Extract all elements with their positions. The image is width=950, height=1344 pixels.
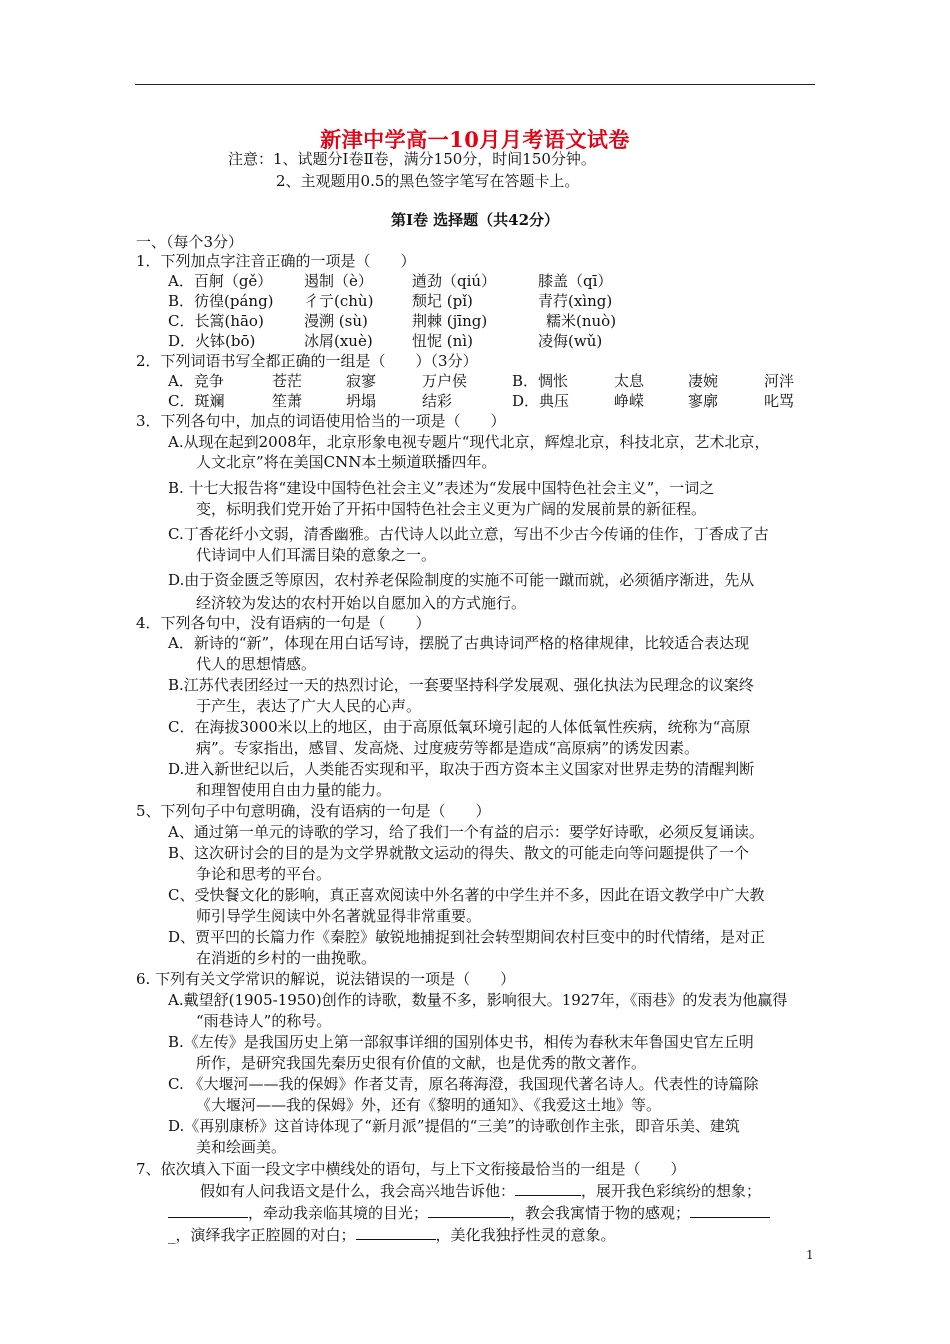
q5-option-d-line-2: 在消逝的乡村的一曲挽歌。 (196, 949, 377, 967)
q4-option-b-line-1: B.江苏代表团经过一天的热烈讨论，一套要坚持科学发展观、强化执法为民理念的议案终 (168, 676, 754, 694)
q6-option-d-line-1: D.《再别康桥》这首诗体现了“新月派”提倡的“三美”的诗歌创作主张，即音乐美、建筑 (168, 1117, 740, 1135)
q2-r2-5: D．典压 (512, 392, 570, 410)
q3-stem: 3．下列各句中，加点的词语使用恰当的一项是（ ） (136, 412, 506, 430)
page-number: 1 (806, 1248, 814, 1262)
q2-r1-6: 太息 (614, 372, 645, 390)
q2-r2-7: 寥廓 (688, 392, 719, 410)
q1-c-3: 荆棘 (jīng) (412, 312, 488, 330)
q7-text-3a: _，演绎我字正腔圆的对白； (168, 1226, 356, 1244)
q5-stem: 5、下列句子中句意明确，没有语病的一句是（ ） (136, 802, 491, 820)
q1-b-4: 青荇(xìng) (538, 292, 613, 310)
q2-r1-2: 苍茫 (272, 372, 303, 390)
q4-option-d-line-1: D.进入新世纪以后，人类能否实现和平，取决于西方资本主义国家对世界走势的清醒判断 (168, 760, 755, 778)
q6-option-c-line-1: C. 《大堰河——我的保姆》作者艾青，原名蒋海澄，我国现代著名诗人。代表性的诗篇除 (168, 1075, 759, 1093)
q1-d-3: 忸怩 (nì) (412, 332, 473, 350)
q4-option-c-line-2: 病”。专家指出，感冒、发高烧、过度疲劳等都是造成“高原病”的诱发因素。 (196, 739, 700, 757)
q2-r2-8: 叱骂 (764, 392, 795, 410)
q7-passage-line-3 (168, 1224, 616, 1245)
header-rule (135, 84, 815, 85)
q7-text-2a: ，牵动我亲临其境的目光； (248, 1204, 429, 1222)
q5-option-c-line-2: 师引导学生阅读中外名著就显得非常重要。 (196, 907, 482, 925)
q4-stem: 4．下列各句中，没有语病的一句是（ ） (136, 614, 431, 632)
q2-r1-3: 寂寥 (346, 372, 377, 390)
note-line-1: 注意：1、试题分Ⅰ卷Ⅱ卷，满分150分，时间150分钟。 (228, 150, 596, 168)
q2-r2-3: 坍塌 (346, 392, 377, 410)
q7-text-1b: ，展开我色彩缤纷的想象； (581, 1182, 762, 1200)
q3-option-c-line-1: C.丁香花纤小文弱，清香幽雅。古代诗人以此立意，写出不少古今传诵的佳作，丁香成了古 (168, 525, 769, 543)
q3-option-b-line-1: B. 十七大报告将“建设中国特色社会主义”表述为“发展中国特色社会主义”，一词之 (168, 479, 715, 497)
q7-blank-1 (515, 1180, 581, 1196)
q7-blank-3 (428, 1202, 510, 1218)
q1-c-2: 漫溯 (sù) (304, 312, 368, 330)
q2-r2-1: C．斑斓 (168, 392, 225, 410)
q2-r1-7: 凄婉 (688, 372, 719, 390)
q3-option-b-line-2: 变，标明我们党开始了开拓中国特色社会主义更为广阔的发展前景的新征程。 (196, 500, 707, 518)
q6-option-c-line-2: 《大堰河——我的保姆》外，还有《黎明的通知》、《我爱这土地》等。 (196, 1096, 662, 1114)
q7-text-2b: ，教会我寓情于物的感观； (510, 1204, 691, 1222)
q1-b-1: B．彷徨(páng) (168, 292, 274, 310)
q7-blank-5 (356, 1224, 436, 1240)
q2-r1-4: 万户侯 (422, 372, 468, 390)
q1-b-3: 颓圮 (pǐ) (412, 292, 473, 310)
q7-blank-2 (168, 1202, 248, 1218)
q6-option-a-line-1: A.戴望舒(1905-1950)创作的诗歌，数量不多，影响很大。1927年，《雨巷》的发表为他赢得 (168, 991, 788, 1009)
q1-a-2: 遏制（è） (304, 272, 373, 290)
q2-stem: 2．下列词语书写全都正确的一组是（ ）（3分） (136, 352, 478, 370)
q6-stem: 6. 下列有关文学常识的解说，说法错误的一项是（ ） (136, 970, 516, 988)
q1-c-1: C．长篙(hāo) (168, 312, 264, 330)
q4-option-a-line-1: A．新诗的“新”，体现在用白话写诗，摆脱了古典诗词严格的格律规律，比较适合表达现 (168, 634, 750, 652)
q1-d-4: 凌侮(wǔ) (538, 332, 603, 350)
q4-option-c-line-1: C．在海拔3000米以上的地区，由于高原低氧环境引起的人体低氧性疾病，统称为“高原 (168, 718, 751, 736)
q6-option-b-line-1: B.《左传》是我国历史上第一部叙事详细的国别体史书，相传为春秋末年鲁国史官左丘明 (168, 1033, 754, 1051)
q5-option-d-line-1: D、贾平凹的长篇力作《秦腔》敏锐地捕捉到社会转型期间农村巨变中的时代情绪，是对正 (168, 928, 766, 946)
part-label: 一、（每个3分） (136, 233, 244, 251)
q2-r1-1: A．竞争 (168, 372, 224, 390)
page-title: 新津中学高一10月月考语文试卷 (320, 127, 630, 152)
q5-option-c-line-1: C、受快餐文化的影响，真正喜欢阅读中外名著的中学生并不多，因此在语文教学中广大教 (168, 886, 765, 904)
q3-option-d-line-1: D.由于资金匮乏等原因，农村养老保险制度的实施不可能一蹴而就，必须循序渐进，先从 (168, 571, 755, 589)
q1-b-2: 彳亍(chù) (304, 292, 374, 310)
q6-option-b-line-2: 所作，是研究我国先秦历史很有价值的文献，也是优秀的散文著作。 (196, 1054, 647, 1072)
q3-option-a-line-1: A.从现在起到2008年，北京形象电视专题片“现代北京，辉煌北京，科技北京，艺术北京， (168, 433, 770, 451)
q4-option-a-line-2: 代人的思想情感。 (196, 655, 317, 673)
q6-option-d-line-2: 美和绘画美。 (196, 1138, 287, 1156)
q1-a-4: 膝盖（qī） (538, 272, 613, 290)
q1-d-2: 冰屑(xuè) (304, 332, 373, 350)
q2-r1-8: 河泮 (764, 372, 795, 390)
q5-option-b-line-1: B、这次研讨会的目的是为文学界就散文运动的得失、散文的可能走向等问题提供了一个 (168, 844, 750, 862)
q1-stem: 1．下列加点字注音正确的一项是（ ） (136, 252, 416, 270)
q3-option-d-line-2: 经济较为发达的农村开始以自愿加入的方式施行。 (196, 594, 527, 612)
q1-a-1: A．百舸（gě） (168, 272, 273, 290)
q3-option-a-line-2: 人文北京”将在美国CNN本土频道联播四年。 (196, 453, 497, 471)
q5-option-b-line-2: 争论和思考的平台。 (196, 865, 332, 883)
q4-option-d-line-2: 和理智使用自由力量的能力。 (196, 781, 392, 799)
q7-blank-4 (690, 1202, 770, 1218)
q2-r2-4: 结彩 (422, 392, 453, 410)
q4-option-b-line-2: 于产生，表达了广大人民的心声。 (196, 697, 422, 715)
q7-passage-line-2 (168, 1202, 770, 1223)
q2-r1-5: B．惆怅 (512, 372, 569, 390)
q7-passage-line-1 (200, 1180, 761, 1201)
note-line-2: 2、主观题用0.5的黑色签字笔写在答题卡上。 (276, 172, 580, 190)
q1-d-1: D．火钵(bō) (168, 332, 256, 350)
q7-text-3b: ，美化我独抒性灵的意象。 (435, 1226, 616, 1244)
section-title: 第Ⅰ卷 选择题（共42分） (390, 211, 560, 229)
q1-c-4: 糯米(nuò) (546, 312, 617, 330)
q2-r2-2: 笙萧 (272, 392, 303, 410)
q3-option-c-line-2: 代诗词中人们耳濡目染的意象之一。 (196, 546, 437, 564)
q1-a-3: 遒劲（qiú） (412, 272, 497, 290)
q2-r2-6: 峥嵘 (614, 392, 645, 410)
q6-option-a-line-2: “雨巷诗人”的称号。 (196, 1012, 332, 1030)
q7-stem: 7、依次填入下面一段文字中横线处的语句，与上下文衔接最恰当的一组是（ ） (136, 1160, 686, 1178)
q7-text-1a: 假如有人问我语文是什么，我会高兴地告诉他： (200, 1182, 516, 1200)
q5-option-a: A、通过第一单元的诗歌的学习，给了我们一个有益的启示：要学好诗歌，必须反复诵读。 (168, 823, 764, 841)
